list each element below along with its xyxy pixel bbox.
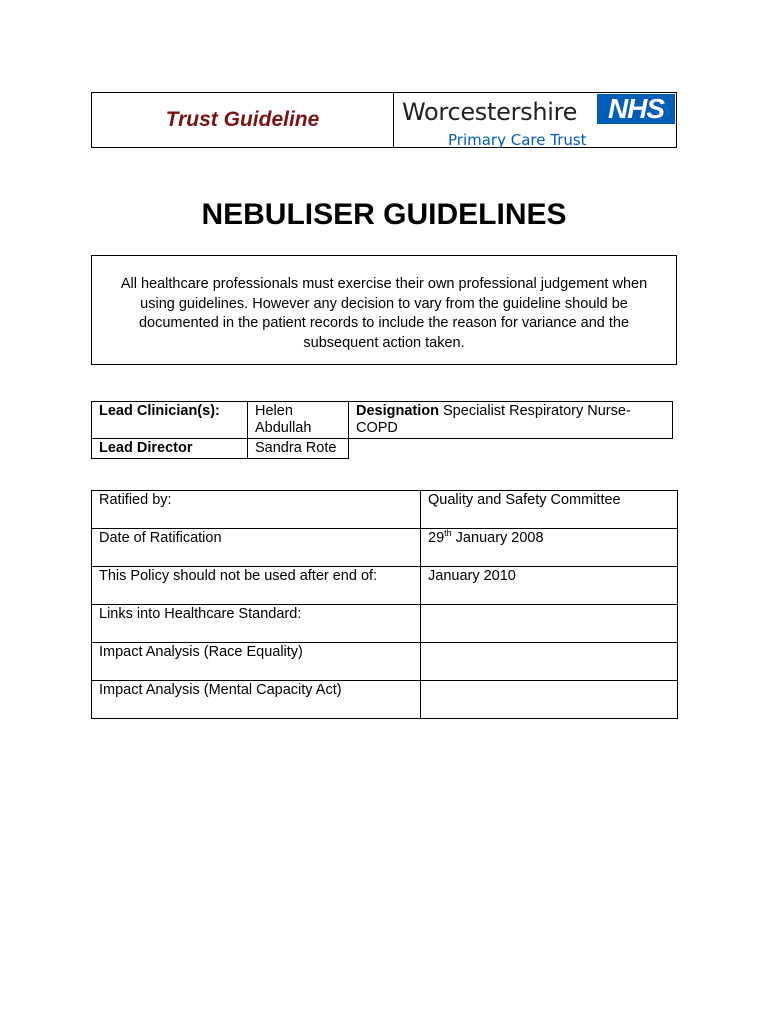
header-label-cell — [92, 93, 394, 147]
table-row — [92, 402, 673, 439]
lead-director-label: Lead Director — [92, 439, 248, 459]
mental-capacity-label: Impact Analysis (Mental Capacity Act) — [92, 681, 421, 719]
race-equality-label: Impact Analysis (Race Equality) — [92, 643, 421, 681]
designation-label: Designation — [356, 403, 439, 419]
document-title: NEBULISER GUIDELINES — [201, 198, 567, 231]
table-row — [92, 567, 678, 605]
table-row — [92, 643, 678, 681]
table-row — [92, 491, 678, 529]
ratification-day-suffix: th — [444, 528, 452, 539]
org-logo — [394, 93, 676, 147]
expiry-label: This Policy should not be used after end of: — [92, 567, 421, 605]
table-row — [92, 529, 678, 567]
ratification-date-value — [421, 529, 678, 567]
lead-table — [91, 401, 673, 459]
ratified-by-value: Quality and Safety Committee — [421, 491, 678, 529]
ratification-date-label: Date of Ratification — [92, 529, 421, 567]
designation-value: Specialist Respiratory Nurse-COPD — [356, 403, 631, 436]
empty-cell — [349, 439, 673, 459]
table-row — [92, 439, 673, 459]
lead-clinician-label: Lead Clinician(s): — [92, 402, 248, 439]
ratification-table — [91, 490, 678, 719]
ratified-by-label: Ratified by: — [92, 491, 421, 529]
trust-guideline-label: Trust Guideline — [165, 108, 320, 131]
expiry-value: January 2010 — [421, 567, 678, 605]
ratification-day: 29 — [428, 530, 445, 546]
nhs-logo: NHS — [597, 94, 675, 124]
disclaimer-box: All healthcare professionals must exercise their own professional judgement when using guidelines. However any decision to vary from the guideline should be documented in the patient records to include the reason for variance and the subsequent action taken. — [91, 255, 677, 365]
lead-clinician-name: Helen Abdullah — [248, 402, 349, 439]
race-equality-value — [421, 643, 678, 681]
lead-director-name: Sandra Rote — [248, 439, 349, 459]
ratification-month-year: January 2008 — [451, 530, 544, 546]
healthcare-standard-label: Links into Healthcare Standard: — [92, 605, 421, 643]
header-box — [91, 92, 677, 148]
org-name: Worcestershire — [402, 98, 578, 126]
designation-cell — [349, 402, 673, 439]
table-row — [92, 605, 678, 643]
mental-capacity-value — [421, 681, 678, 719]
org-subtitle: Primary Care Trust — [448, 131, 587, 149]
table-row — [92, 681, 678, 719]
healthcare-standard-value — [421, 605, 678, 643]
